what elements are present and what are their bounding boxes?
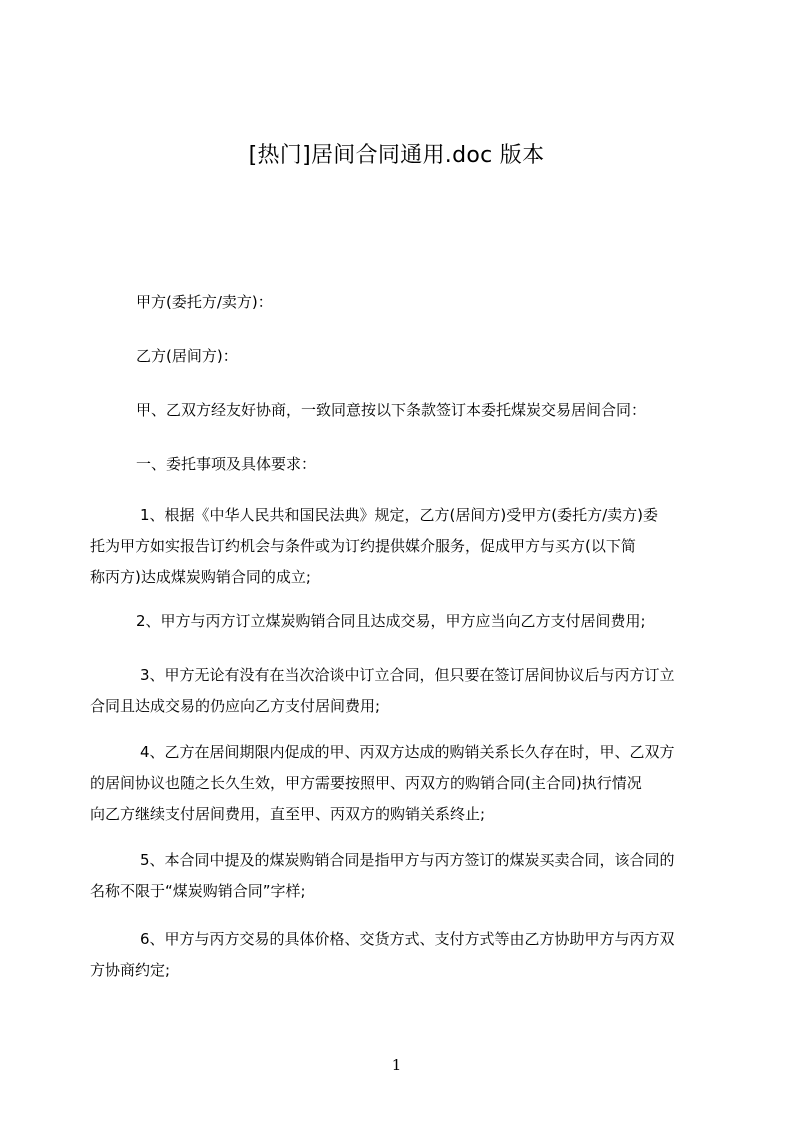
paragraph-line: 甲方(委托方/卖方)： [136,293,273,311]
paragraph-line: 一、委托事项及具体要求： [136,455,317,473]
page-number: 1 [391,1056,402,1074]
paragraph-line: 2、甲方与丙方订立煤炭购销合同且达成交易，甲方应当向乙方支付居间费用; [136,612,646,630]
party-a-line [90,287,710,318]
paragraph-line: 1、根据《中华人民共和国民法典》规定，乙方(居间方)受甲方(委托方/卖方)委 [140,506,659,524]
paragraph-line: 合同且达成交易的仍应向乙方支付居间费用; [90,697,381,715]
paragraph-line: 托为甲方如实报告订约机会与条件或为订约提供媒介服务，促成甲方与买方(以下简 [90,537,636,555]
paragraph-line: 称丙方)达成煤炭购销合同的成立; [90,568,311,586]
paragraph-line: 名称不限于“煤炭购销合同”字样; [90,882,306,900]
paragraph-line: 方协商约定; [90,961,171,979]
agreement-intro [90,395,710,426]
document-title: [热门]居间合同通用.doc 版本 [248,143,545,168]
paragraph-line: 5、本合同中提及的煤炭购销合同是指甲方与丙方签订的煤炭买卖合同，该合同的 [140,851,675,869]
clause-4 [90,737,710,830]
party-b-line [90,341,710,372]
clause-6 [90,924,710,986]
clause-2 [90,606,710,637]
paragraph-line: 3、甲方无论有没有在当次洽谈中订立合同，但只要在签订居间协议后与丙方订立 [140,666,675,684]
section-heading [90,449,710,480]
clause-3 [90,660,710,722]
paragraph-line: 的居间协议也随之长久生效，甲方需要按照甲、丙双方的购销合同(主合同)执行情况 [90,774,642,792]
paragraph-line: 甲、乙双方经友好协商，一致同意按以下条款签订本委托煤炭交易居间合同： [136,401,647,419]
paragraph-line: 4、乙方在居间期限内促成的甲、丙双方达成的购销关系长久存在时，甲、乙双方 [140,743,675,761]
paragraph-line: 向乙方继续支付居间费用，直至甲、丙双方的购销关系终止; [90,805,486,823]
paragraph-line: 乙方(居间方)： [136,347,238,365]
clause-1 [90,500,710,593]
paragraph-line: 6、甲方与丙方交易的具体价格、交货方式、支付方式等由乙方协助甲方与丙方双 [140,930,675,948]
clause-5 [90,845,710,907]
